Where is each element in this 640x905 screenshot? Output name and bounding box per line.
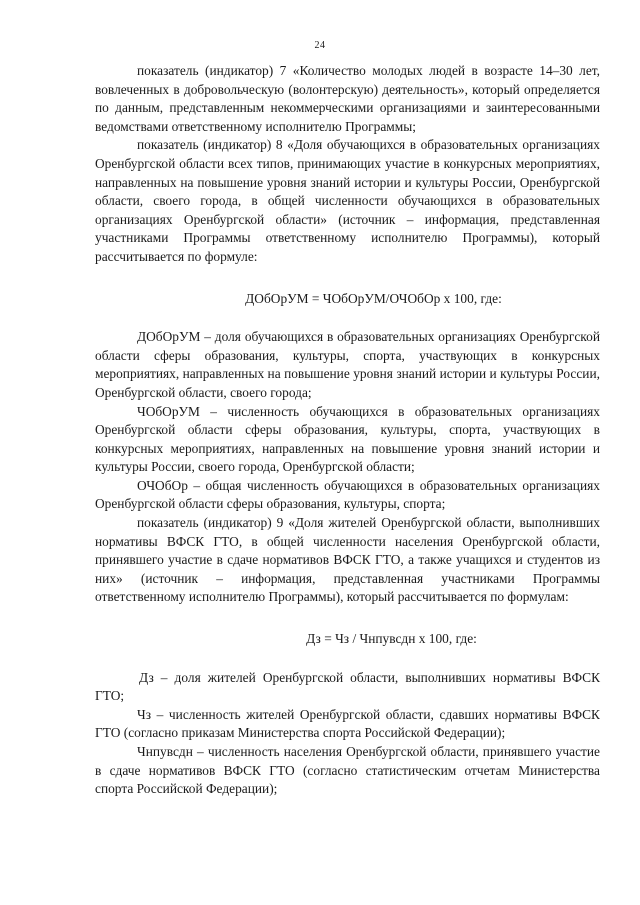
page-number: 24 (314, 40, 326, 51)
paragraph-indicator-9: показатель (индикатор) 9 «Доля жителей Оренбургской области, выполнивших нормативы ВФСК ГТО, в общей численности населения Оренбургской области, принявшего участие в сдаче нормативов ВФСК ГТО, а также учащихся и студентов из них» (источник – информация, представленная участниками Программы ответственному исполнителю Программы), который рассчитывается по формулам: (95, 515, 600, 605)
definition-dobrum: ДОбОрУМ – доля обучающихся в образовательных организациях Оренбургской области сферы образования, культуры, спорта, участвующих в конкурсных мероприятиях, направленных на повышение уровня знаний истории и культуры России, Оренбургской области, своего города; (95, 329, 600, 400)
definition-chobrum: ЧОбОрУМ – численность обучающихся в образовательных организациях Оренбургской области сферы образования, культуры, спорта, участвующих в конкурсных мероприятиях, направленных на повышение уровня знаний истории и культуры России, своего города, Оренбургской области; (95, 403, 600, 475)
formula-dz: Дз = Чз / Чнпувсдн х 100, где: (306, 631, 477, 647)
formula-dobrum: ДОбОрУМ = ЧОбОрУМ/ОЧОбОр х 100, где: (245, 290, 502, 306)
definition-chnpuvsdn: Чнпувсдн – численность населения Оренбургской области, принявшего участие в сдаче нормативов ВФСК ГТО (согласно статистическим отчетам Министерства спорта Российской Федерации); (95, 744, 600, 797)
paragraph-indicator-8: показатель (индикатор) 8 «Доля обучающихся в образовательных организациях Оренбургской области всех типов, принимающих участие в конкурсных мероприятиях, направленных на повышение уровня знаний истории и культуры России, Оренбургской области, своего города, в общей численности обучающихся в образовательных организациях Оренбургской области» (источник – информация, представленная участниками Программы ответственному исполнителю Программы), который рассчитывается по формуле: (95, 137, 600, 264)
definition-chz: Чз – численность жителей Оренбургской области, сдавших нормативы ВФСК ГТО (согласно приказам Министерства спорта Российской Федерации); (95, 706, 600, 741)
definition-ochobor: ОЧОбОр – общая численность обучающихся в образовательных организациях Оренбургской области сферы образования, культуры, спорта; (95, 477, 600, 512)
definition-dz: Дз – доля жителей Оренбургской области, выполнивших нормативы ВФСК ГТО; (95, 669, 600, 704)
paragraph-indicator-7: показатель (индикатор) 7 «Количество молодых людей в возрасте 14–30 лет, вовлеченных в добровольческую (волонтерскую) деятельность», который определяется по данным, представленным некоммерческими организациями и заинтересованными ведомствами ответственному исполнителю Программы; (95, 63, 600, 134)
document-body (95, 62, 600, 799)
